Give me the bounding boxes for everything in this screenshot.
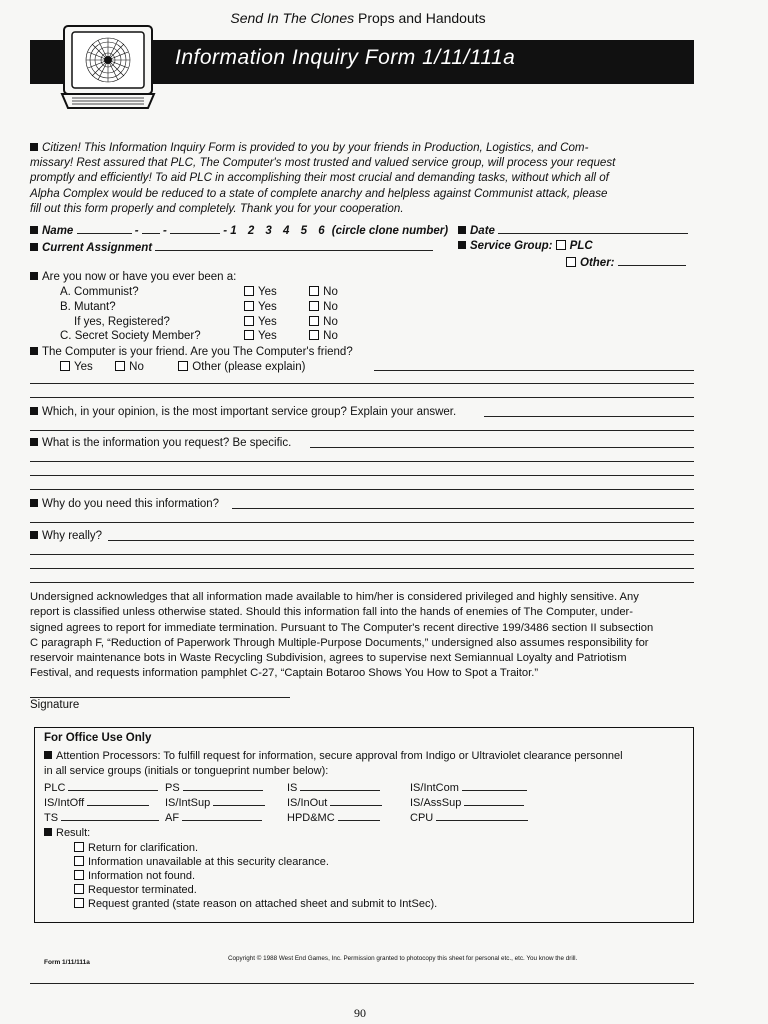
yes-checkbox[interactable]: [244, 330, 254, 340]
no-checkbox[interactable]: [309, 286, 319, 296]
result-checkbox[interactable]: [74, 898, 84, 908]
signature-line[interactable]: [30, 697, 290, 698]
bullet-icon: [30, 438, 38, 446]
answer-line[interactable]: [30, 554, 694, 555]
approval-cell-af[interactable]: AF: [165, 810, 262, 824]
intro-line: promptly and efficiently! To aid PLC in accomplishing their most crucial and demanding tasks, without which all of: [30, 171, 609, 185]
computer-monitor-icon: [58, 20, 158, 112]
answer-line[interactable]: [30, 475, 694, 476]
info-question: What is the information you request? Be specific.: [30, 437, 291, 449]
service-group-question: Which, in your opinion, is the most important service group? Explain your answer.: [30, 406, 456, 418]
date-field[interactable]: Date: [458, 223, 688, 237]
friend-question: The Computer is your friend. Are you The Computer's friend?: [30, 346, 353, 358]
friend-other-checkbox[interactable]: [178, 361, 188, 371]
result-option[interactable]: Information not found.: [74, 870, 195, 882]
clone-number-options[interactable]: 1 2 3 4 5 6: [230, 225, 329, 237]
office-attention: [44, 749, 623, 779]
form-id: Form 1/11/111a: [44, 959, 90, 966]
assignment-field[interactable]: Current Assignment: [30, 240, 433, 254]
header-series: Send In The Clones: [230, 10, 355, 26]
disclaimer-paragraph: [30, 590, 700, 682]
approval-cell-intoff[interactable]: IS/IntOff: [44, 795, 149, 809]
form-title: Information Inquiry Form 1/11/111a: [175, 46, 516, 69]
answer-line[interactable]: [30, 568, 694, 569]
question-communist: A. Communist?: [60, 286, 139, 298]
plc-checkbox[interactable]: [556, 240, 566, 250]
approval-cell-intcom[interactable]: IS/IntCom: [410, 780, 527, 794]
no-checkbox[interactable]: [309, 330, 319, 340]
disclaimer-line: Undersigned acknowledges that all information made available to him/her is considered privileged and highly sensitive. Any: [30, 591, 639, 603]
question-mutant: B. Mutant?: [60, 301, 116, 313]
result-option[interactable]: Requestor terminated.: [74, 884, 197, 896]
answer-line[interactable]: [30, 461, 694, 462]
result-label: Result:: [44, 827, 90, 839]
approval-cell-plc[interactable]: PLC: [44, 780, 158, 794]
attention-line: in all service groups (initials or tongueprint number below):: [44, 765, 329, 777]
question-registered: If yes, Registered?: [74, 316, 170, 328]
answer-line[interactable]: [30, 582, 694, 583]
yes-checkbox[interactable]: [244, 286, 254, 296]
approval-cell-hpdmc[interactable]: HPD&MC: [287, 810, 380, 824]
friend-yes-checkbox[interactable]: [60, 361, 70, 371]
result-option[interactable]: Information unavailable at this security clearance.: [74, 856, 329, 868]
intro-line: fill out this form properly and completely. Thank you for your cooperation.: [30, 201, 404, 215]
approval-cell-intsup[interactable]: IS/IntSup: [165, 795, 265, 809]
name-field[interactable]: Name - - - 1 2 3 4 5 6 (circle clone number): [30, 223, 448, 237]
result-checkbox[interactable]: [74, 856, 84, 866]
attention-line: Attention Processors: To fulfill request for information, secure approval from Indigo or Ultraviolet clearance personnel: [44, 749, 623, 764]
answer-line[interactable]: [310, 447, 694, 448]
question-registered-answers: Yes No: [244, 316, 338, 328]
approval-cell-cpu[interactable]: CPU: [410, 810, 528, 824]
bullet-icon: [30, 407, 38, 415]
other-checkbox[interactable]: [566, 257, 576, 267]
bullet-icon: [30, 143, 38, 151]
result-checkbox[interactable]: [74, 884, 84, 894]
disclaimer-line: report is classified unless otherwise stated. Should this information fall into the hands of enemies of The Computer, under-: [30, 606, 633, 619]
answer-line[interactable]: [30, 522, 694, 523]
no-checkbox[interactable]: [309, 301, 319, 311]
why-really-question: Why really?: [30, 530, 102, 542]
question-secret-society: C. Secret Society Member?: [60, 330, 201, 342]
bullet-icon: [30, 499, 38, 507]
page-number: 90: [354, 1006, 366, 1020]
clone-hint: (circle clone number): [331, 225, 449, 237]
header-subtitle: Props and Handouts: [358, 10, 486, 26]
copyright-notice: Copyright © 1988 West End Games, Inc. Permission granted to photocopy this sheet for personal etc., etc. You know the drill.: [228, 955, 578, 962]
bullet-icon: [30, 272, 38, 280]
result-checkbox[interactable]: [74, 842, 84, 852]
result-option[interactable]: Return for clarification.: [74, 842, 198, 854]
yes-checkbox[interactable]: [244, 301, 254, 311]
question-mutant-answers: Yes No: [244, 301, 338, 313]
service-group-field: Service Group: PLC: [458, 240, 593, 252]
answer-line[interactable]: [232, 508, 694, 509]
intro-line: Citizen! This Information Inquiry Form is provided to you by your friends in Production, Logistics, and Com-: [30, 140, 710, 155]
bullet-icon: [30, 243, 38, 251]
bullet-icon: [30, 347, 38, 355]
result-option[interactable]: Request granted (state reason on attached sheet and submit to IntSec).: [74, 898, 437, 910]
yes-checkbox[interactable]: [244, 316, 254, 326]
office-title: For Office Use Only: [44, 732, 152, 744]
result-checkbox[interactable]: [74, 870, 84, 880]
no-checkbox[interactable]: [309, 316, 319, 326]
footer-rule: [30, 983, 694, 984]
approval-cell-ts[interactable]: TS: [44, 810, 159, 824]
bullet-icon: [30, 531, 38, 539]
question-communist-answers: Yes No: [244, 286, 338, 298]
why-question: Why do you need this information?: [30, 498, 219, 510]
friend-no-checkbox[interactable]: [115, 361, 125, 371]
answer-line[interactable]: [484, 416, 694, 417]
signature-label: Signature: [30, 699, 80, 711]
answer-line[interactable]: [30, 489, 694, 490]
answer-line[interactable]: [30, 397, 694, 398]
intro-line: missary! Rest assured that PLC, The Computer's most trusted and valued service group, will process your request: [30, 156, 616, 170]
friend-explain-line[interactable]: [374, 370, 694, 371]
approval-cell-ps[interactable]: PS: [165, 780, 263, 794]
ever-been-question: Are you now or have you ever been a:: [30, 271, 236, 283]
intro-paragraph: [30, 140, 710, 216]
bullet-icon: [44, 751, 52, 759]
question-secret-society-answers: Yes No: [244, 330, 338, 342]
other-service-field[interactable]: Other:: [566, 255, 686, 269]
disclaimer-line: C paragraph F, “Reduction of Paperwork Through Multiple-Purpose Documents,” undersigned also assumes responsibility for: [30, 636, 649, 649]
approval-cell-inout[interactable]: IS/InOut: [287, 795, 382, 809]
disclaimer-line: reservoir maintenance bots in Waste Recycling Subdivision, agrees to supervise next Semiannual Loyalty and Patriotism: [30, 652, 627, 665]
approval-cell-asssup[interactable]: IS/AssSup: [410, 795, 524, 809]
bullet-icon: [458, 226, 466, 234]
disclaimer-line: Festival, and requests information pamphlet C-27, “Captain Botaroo Shows You How to Spot a Traitor.”: [30, 667, 539, 680]
bullet-icon: [44, 828, 52, 836]
answer-line[interactable]: [108, 540, 694, 541]
answer-line[interactable]: [30, 430, 694, 431]
friend-answers: Yes No Other (please explain): [60, 361, 305, 373]
approval-cell-is[interactable]: IS: [287, 780, 380, 794]
disclaimer-line: signed agrees to report for immediate termination. Pursuant to The Computer's recent directive 199/3486 section II subsection: [30, 621, 654, 634]
bullet-icon: [458, 241, 466, 249]
bullet-icon: [30, 226, 38, 234]
answer-line[interactable]: [30, 383, 694, 384]
intro-line: Alpha Complex would be reduced to a state of complete anarchy and helpless against Communist attack, please: [30, 186, 608, 200]
